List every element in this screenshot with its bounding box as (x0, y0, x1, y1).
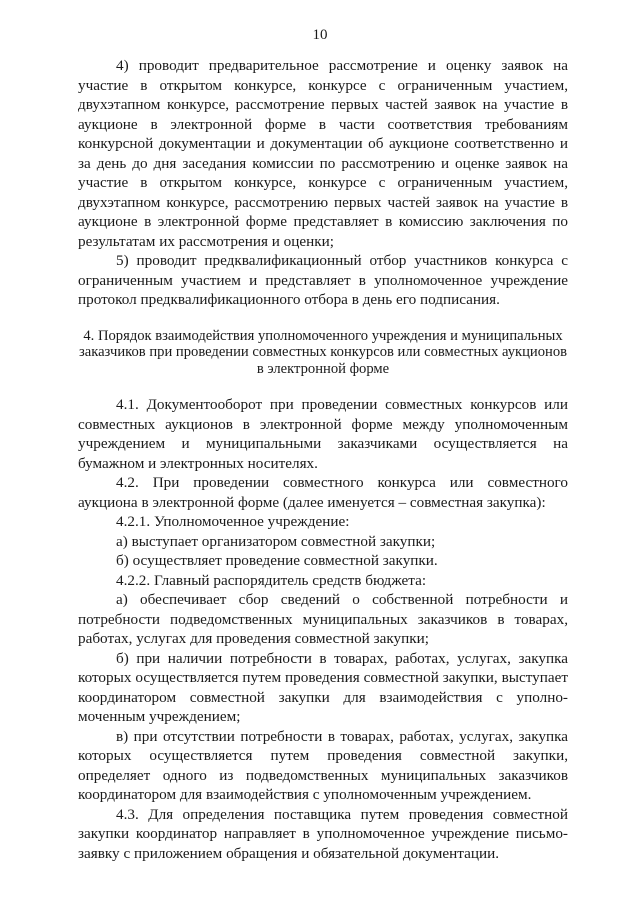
page-number: 10 (312, 27, 328, 43)
paragraph-4-2-2-b: б) при наличии потребности в товарах, работах, услугах, закупка которых осуществляется путем проведения совместной закупки, выступает координатором совместной закупки для взаимодействия с уполно-моченным учреждением; (78, 649, 568, 725)
paragraph-4-2-2-a: а) обеспечивает сбор сведений о собственной потребности и потребности подведомственных муниципальных заказчиков в товарах, работах, услугах для проведения совместной закупки; (78, 591, 568, 647)
paragraph-4-2-1-b: б) осуществляет проведение совместной закупки. (116, 552, 438, 569)
section-heading-line-1: 4. Порядок взаимодействия уполномоченного учреждения и муниципальных (83, 327, 563, 344)
paragraph-4-3: 4.3. Для определения поставщика путем проведения совместной закупки координатор направляет в уполномоченное учреждение письмо-заявку с приложением обращения и обязательной документации. (78, 805, 568, 862)
section-heading-line-2: заказчиков при проведении совместных конкурсов или совместных аукционов (78, 344, 568, 360)
paragraph-4-2: 4.2. При проведении совместного конкурса или совместного аукциона в электронной форме (далее именуется – совместная закупка): (78, 474, 568, 511)
paragraph-4-2-2-v: в) при отсутствии потребности в товарах, работах, услугах, закупка которых осуществляется путем проведения совместной закупки, определяет одного из подведомственных муниципальных заказчиков координатором для взаимодействия с уполномоченным учреждением. (78, 727, 568, 803)
document-body (78, 56, 568, 863)
paragraph-item-5: 5) проводит предквалификационный отбор участников конкурса с ограниченным участием и представляет в уполномоченное учреждение протокол предквалификационного отбора в день его подписания. (78, 252, 568, 308)
paragraph-4-2-2: 4.2.2. Главный распорядитель средств бюджета: (116, 571, 427, 589)
paragraph-item-4: 4) проводит предварительное рассмотрение и оценку заявок на участие в открытом конкурсе, конкурсе с ограниченным участием, двухэтапном конкурсе, рассмотрение первых частей заявок на участие в аукционе в электронной форме в части соответствия требованиям конкурсной документации и документации об аукционе соответственно и за день до дня заседания комиссии по рассмотрению и оценке заявок на участие в открытом конкурсе, конкурсе с ограниченным участием, двухэтапном конкурсе, рассмотрению первых частей заявок на участие в аукционе в электронной форме представляет в комиссию заключения по результатам их рассмотрения и оценки; (78, 57, 568, 250)
paragraph-4-1: 4.1. Документооборот при проведении совместных конкурсов или совместных аукционов в электронной форме между уполномоченным учреждением и муниципальными заказчиками осуществляется на бумажном и электронных носителях. (78, 396, 568, 472)
section-heading-line-3: в электронной форме (256, 360, 390, 377)
section-heading (78, 328, 568, 378)
paragraph-4-2-1: 4.2.1. Уполномоченное учреждение: (116, 513, 350, 530)
paragraph-4-2-1-a: а) выступает организатором совместной закупки; (116, 532, 436, 550)
